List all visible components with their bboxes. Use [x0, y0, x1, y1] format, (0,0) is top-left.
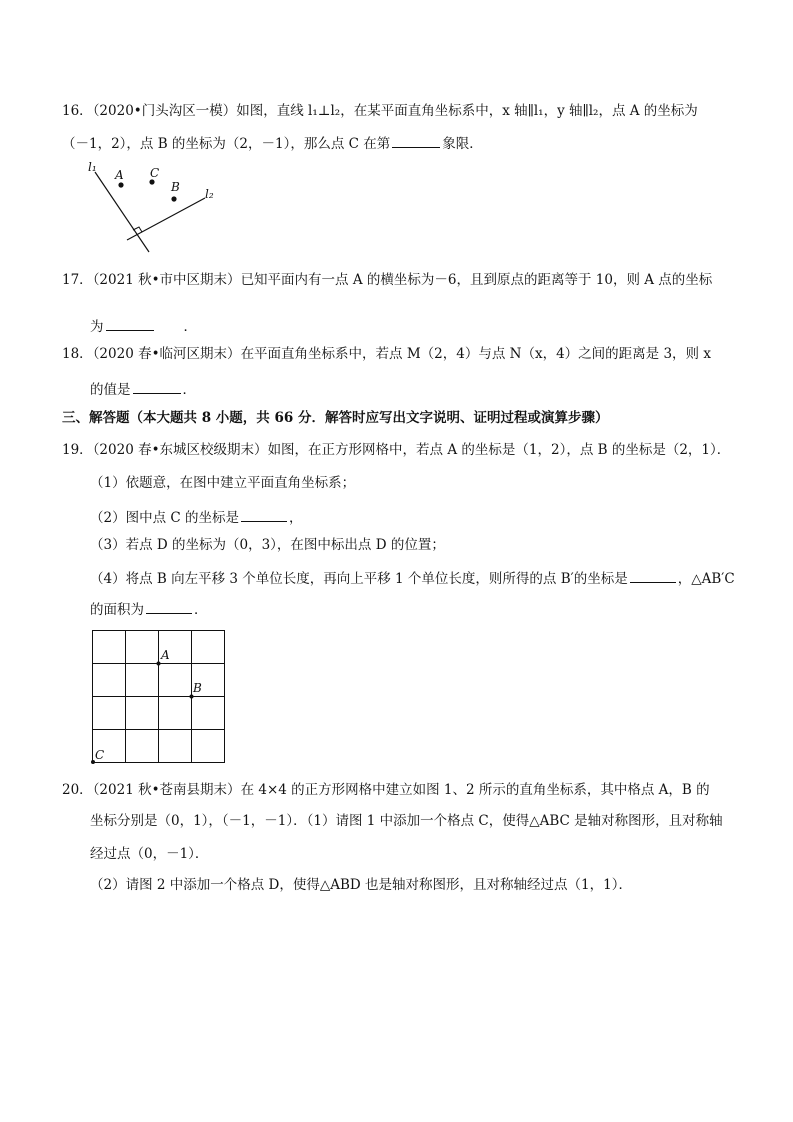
q16-source: （2020•门头沟区一模）	[92, 103, 237, 119]
q19-source: （2020 春•东城区校级期末）	[92, 442, 268, 458]
q17-text2: 为	[90, 319, 104, 335]
q19-part2-end: ，	[289, 510, 303, 526]
grid-point-b	[190, 695, 194, 699]
q19-part1: （1）依题意，在图中建立平面直角坐标系；	[90, 475, 356, 491]
q16-text3: 象限．	[442, 136, 483, 152]
q20-line3: 经过点（0，－1）．	[90, 846, 209, 862]
q17-text3: ．	[183, 319, 197, 335]
q17-line1	[62, 271, 712, 289]
grid-label-a: A	[161, 648, 170, 662]
q18-text3: ．	[182, 382, 196, 398]
label-a: A	[115, 168, 124, 182]
q20-line1	[62, 781, 710, 799]
point-a	[118, 182, 123, 187]
label-b: B	[171, 180, 180, 194]
q18-line2	[90, 379, 196, 399]
q19-part2-text: （2）图中点 C 的坐标是	[90, 510, 240, 526]
q17-line2	[90, 316, 197, 336]
q19-part4-blank1[interactable]	[630, 568, 676, 583]
q19-part4-text: （4）将点 B 向左平移 3 个单位长度，再向上平移 1 个单位长度，则所得的点 B′的坐标是	[90, 571, 628, 587]
q20-text: 在 4×4 的正方形网格中建立如图 1、2 所示的直角坐标系，其中格点 A，B 的	[240, 782, 710, 798]
label-l2: l₂	[205, 187, 214, 201]
point-b	[171, 196, 176, 201]
point-c	[149, 179, 154, 184]
q16-answer-blank[interactable]	[392, 133, 440, 148]
q16-figure	[85, 160, 225, 260]
grid-label-c: C	[95, 748, 105, 762]
q18-number: 18．	[62, 346, 93, 362]
q18-line1	[62, 345, 711, 363]
q16-number: 16．	[62, 103, 93, 119]
q19-part2	[90, 507, 303, 527]
q19-part2-blank[interactable]	[241, 507, 287, 522]
q19-line1	[62, 441, 730, 459]
q19-part4-line2	[90, 599, 208, 619]
q18-answer-blank[interactable]	[133, 379, 181, 394]
q19-part4-text3: 的面积为	[90, 602, 144, 618]
label-l1: l₁	[88, 160, 97, 174]
q16-text: 如图，直线 l₁⊥l₂，在某平面直角坐标系中，x 轴∥l₁，y 轴∥l₂，点 A 的坐标为	[236, 103, 698, 119]
q19-part3: （3）若点 D 的坐标为（0，3），在图中标出点 D 的位置；	[90, 537, 445, 553]
q19-grid-figure	[92, 630, 227, 764]
q19-part4-line1	[90, 568, 735, 588]
q18-source: （2020 春•临河区期末）	[92, 346, 241, 362]
q18-text: 在平面直角坐标系中，若点 M（2，4）与点 N（x，4）之间的距离是 3，则 x	[240, 346, 711, 362]
q16-line1	[62, 102, 698, 120]
label-c: C	[150, 166, 160, 180]
q17-answer-blank[interactable]	[106, 316, 154, 331]
q20-line2: 坐标分别是（0，1），（－1，－1）．（1）请图 1 中添加一个格点 C，使得△ABC 是轴对称图形，且对称轴	[90, 813, 723, 829]
q20-part2: （2）请图 2 中添加一个格点 D，使得△ABD 也是轴对称图形，且对称轴经过点（1，1）．	[90, 877, 632, 893]
line-l2	[127, 198, 205, 240]
q19-text: 如图，在正方形网格中，若点 A 的坐标是（1，2），点 B 的坐标是（2，1）．	[267, 442, 731, 458]
q17-text: 已知平面内有一点 A 的横坐标为－6，且到原点的距离等于 10，则 A 点的坐标	[240, 272, 713, 288]
q17-source: （2021 秋•市中区期末）	[92, 272, 241, 288]
q17-number: 17．	[62, 272, 93, 288]
grid-lines	[92, 630, 225, 763]
q19-part4-blank2[interactable]	[146, 599, 192, 614]
section-heading: 三、解答题（本大题共 8 小题，共 66 分．解答时应写出文字说明、证明过程或演算步骤）	[62, 410, 609, 426]
q18-text2: 的值是	[90, 382, 131, 398]
q16-text2: （－1，2），点 B 的坐标为（2，－1），那么点 C 在第	[62, 136, 391, 152]
q20-number: 20．	[62, 782, 93, 798]
q16-line2	[62, 133, 483, 153]
q19-part4-end: ．	[194, 602, 208, 618]
q19-part4-text2: ，△AB′C	[677, 571, 735, 587]
q19-number: 19．	[62, 442, 93, 458]
grid-point-a	[157, 662, 161, 666]
grid-label-b: B	[193, 681, 202, 695]
q20-source: （2021 秋•苍南县期末）	[92, 782, 241, 798]
